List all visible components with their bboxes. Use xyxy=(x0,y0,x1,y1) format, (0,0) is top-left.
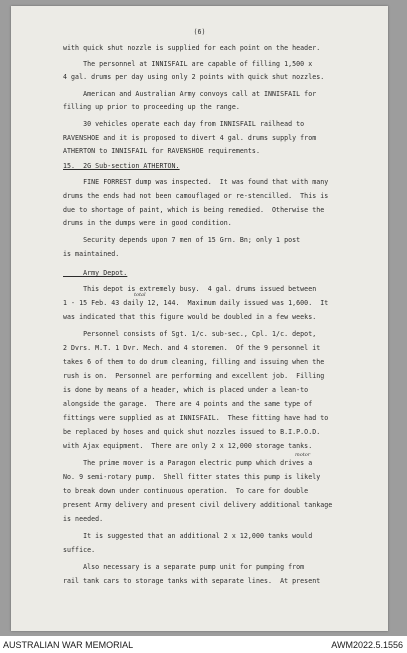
text-line: fittings were supplied as at INNISFAIL. These fitting have had to xyxy=(63,414,329,422)
text-line: is maintained. xyxy=(63,250,120,258)
text-line: The prime mover is a Paragon electric pump which drives a xyxy=(63,459,313,467)
text-line: 30 vehicles operate each day from INNISFAIL railhead to xyxy=(63,120,305,128)
text-line: 2 Dvrs. M.T. 1 Dvr. Mech. and 4 storemen. Of the 9 personnel it xyxy=(63,344,321,352)
text-line: takes 6 of them to do drum cleaning, filling and issuing when the xyxy=(63,358,325,366)
text-line: Also necessary is a separate pump unit for pumping from xyxy=(63,563,305,571)
text-line: drums the ends had not been camouflaged or re-stencilled. This is xyxy=(63,192,329,200)
text-line: This depot is extremely busy. 4 gal. drums issued between xyxy=(63,285,317,293)
handwritten-annotation: motor xyxy=(295,452,311,458)
text-line: be replaced by hoses and quick shut nozzles issued to B.I.P.O.D. xyxy=(63,428,321,436)
text-line: present Army delivery and present civil delivery additional tankage xyxy=(63,501,333,509)
text-line: rush is on. Personnel are performing and excellent job. Filling xyxy=(63,372,325,380)
footer-accession-number: AWM2022.5.1556 xyxy=(331,640,403,650)
text-line: filling up prior to proceeding up the range. xyxy=(63,103,240,111)
text-line: is done by means of a header, which is placed under a lean-to xyxy=(63,386,309,394)
text-line: rail tank cars to storage tanks with separate lines. At present xyxy=(63,577,321,585)
subsection-heading: Army Depot. xyxy=(63,269,128,277)
text-line: alongside the garage. There are 4 points and the same type of xyxy=(63,400,313,408)
text-line: with quick shut nozzle is supplied for each point on the header. xyxy=(63,44,321,52)
text-line: is needed. xyxy=(63,515,104,523)
text-line: No. 9 semi-rotary pump. Shell fitter states this pump is likely xyxy=(63,473,321,481)
text-line: suffice. xyxy=(63,546,96,554)
document-page xyxy=(11,6,388,631)
text-line: drums in the dumps were in good condition. xyxy=(63,219,232,227)
text-line: It is suggested that an additional 2 x 12,000 tanks would xyxy=(63,532,313,540)
handwritten-annotation: total xyxy=(134,292,146,298)
text-line: RAVENSHOE and it is proposed to divert 4 gal. drums supply from xyxy=(63,134,317,142)
text-line: American and Australian Army convoys call at INNISFAIL for xyxy=(63,90,317,98)
text-line: due to shortage of paint, which is being remedied. Otherwise the xyxy=(63,206,325,214)
text-line: 4 gal. drums per day using only 2 points with quick shut nozzles. xyxy=(63,73,325,81)
page-number: (6) xyxy=(193,28,206,36)
archive-footer xyxy=(0,636,407,653)
text-line: Personnel consists of Sgt. 1/c. sub-sec., Cpl. 1/c. depot, xyxy=(63,330,317,338)
text-line: to break down under continuous operation. To care for double xyxy=(63,487,309,495)
text-line: The personnel at INNISFAIL are capable of filling 1,500 x xyxy=(63,60,313,68)
text-line: 1 - 15 Feb. 43 daily 12, 144. Maximum daily issued was 1,600. It xyxy=(63,299,329,307)
footer-institution: AUSTRALIAN WAR MEMORIAL xyxy=(3,640,134,650)
text-line: Security depends upon 7 men of 15 Grn. Bn; only 1 post xyxy=(63,236,301,244)
text-line: was indicated that this figure would be doubled in a few weeks. xyxy=(63,313,317,321)
text-line: FINE FORREST dump was inspected. It was found that with many xyxy=(63,178,329,186)
text-line: ATHERTON to INNISFAIL for RAVENSHOE requirements. xyxy=(63,147,260,155)
text-line: with Ajax equipment. There are only 2 x 12,000 storage tanks. xyxy=(63,442,313,450)
section-heading: 15. 2G Sub-section ATHERTON. xyxy=(63,162,180,170)
